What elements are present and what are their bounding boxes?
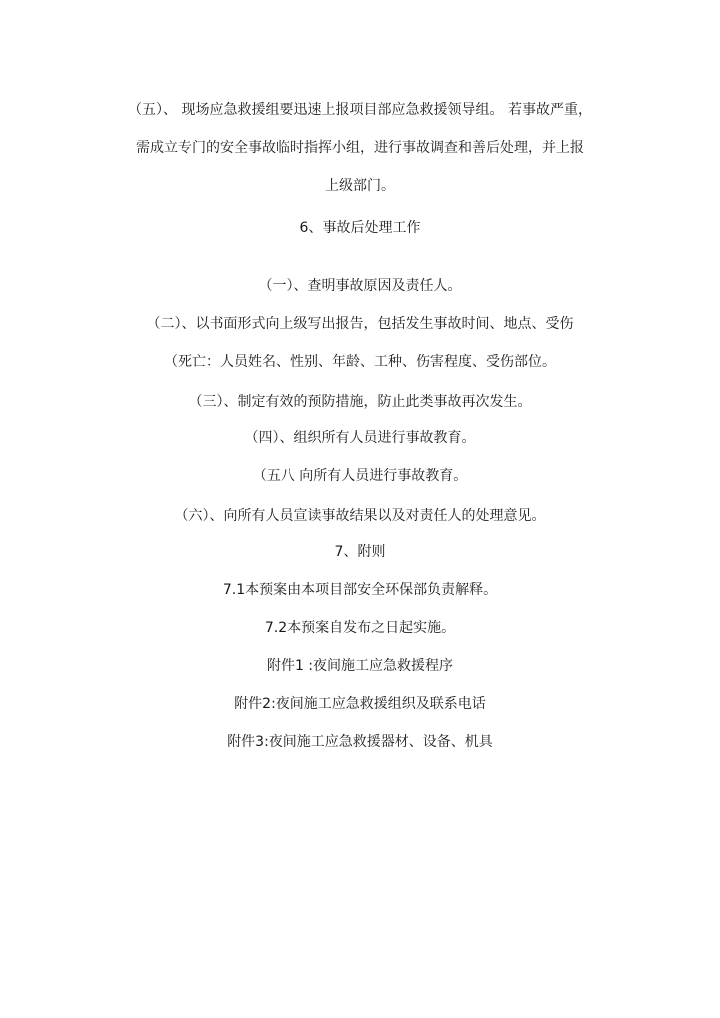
attachment2: 附件2:夜间施工应急救援组织及联系电话 (234, 696, 486, 712)
section7-title: 7、附则 (334, 544, 386, 560)
item5: （五八 向所有人员进行事故教育。 (252, 468, 468, 484)
section6-title: 6、事故后处理工作 (299, 220, 421, 236)
attachment1: 附件1 :夜间施工应急救援程序 (266, 658, 454, 674)
item3: （三）、制定有效的预防措施，防止此类事故再次发生。 (188, 394, 532, 410)
clause-7-2: 7.2本预案自发布之日起实施。 (264, 620, 456, 636)
para5-line3: 上级部门。 (325, 178, 395, 194)
para5-line2: 需成立专门的安全事故临时指挥小组，进行事故调查和善后处理，并上报 (136, 140, 584, 156)
item2-line1: （二）、以书面形式向上级写出报告，包括发生事故时间、地点、受伤 (146, 316, 574, 332)
item6: （六）、向所有人员宣读事故结果以及对责任人的处理意见。 (174, 508, 546, 524)
attachment3: 附件3:夜间施工应急救援器材、设备、机具 (227, 734, 493, 750)
item4: （四）、组织所有人员进行事故教育。 (244, 430, 476, 446)
item1: （一）、查明事故原因及责任人。 (258, 278, 462, 294)
item2-line2: （死亡：人员姓名、性别、年龄、工种、伤害程度、受伤部位。 (164, 354, 556, 370)
clause-7-1: 7.1本预案由本项目部安全环保部负责解释。 (222, 582, 498, 598)
para5-line1: （五）、 现场应急救援组要迅速上报项目部应急救援领导组。 若事故严重， (128, 102, 592, 118)
